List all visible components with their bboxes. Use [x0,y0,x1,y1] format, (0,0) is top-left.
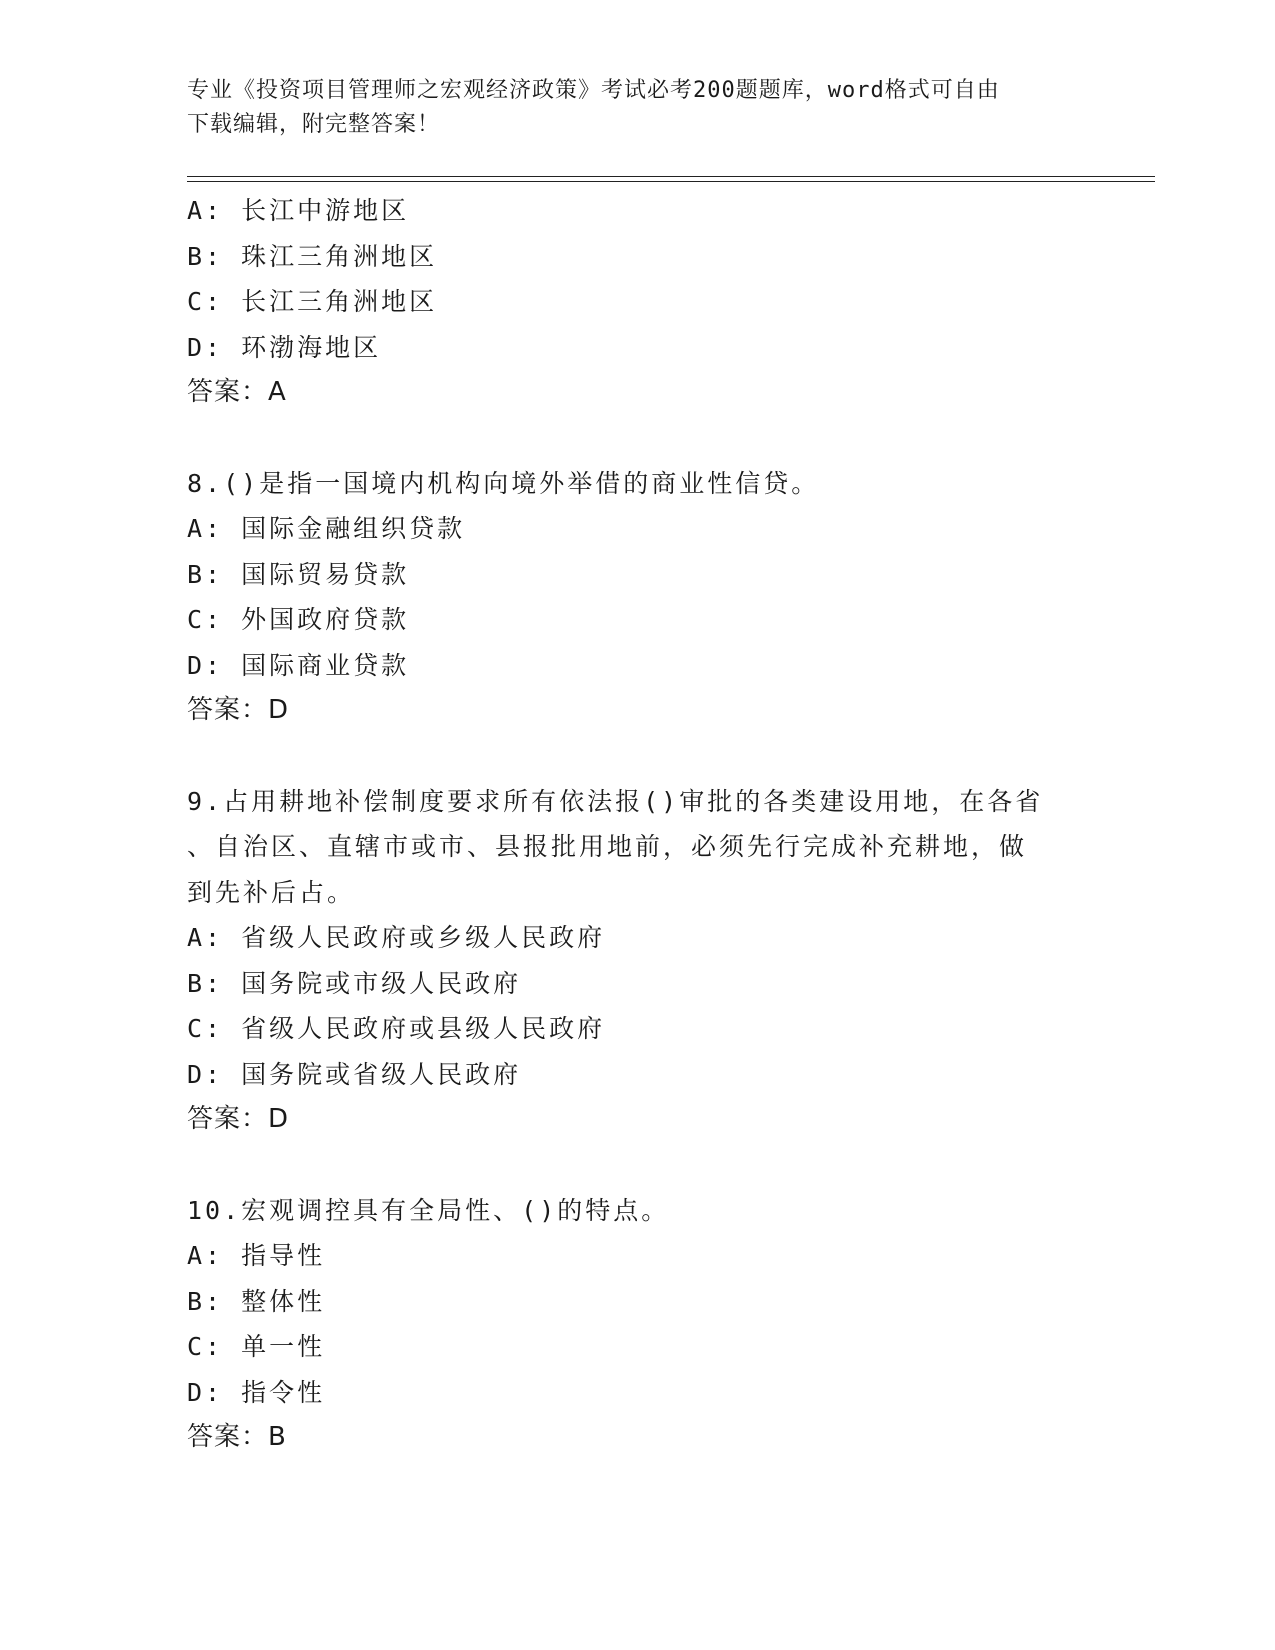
spacer [187,734,1067,779]
option-a: A: 国际金融组织贷款 [187,514,466,543]
option-b: B: 珠江三角洲地区 [187,241,438,271]
option-d: D: 指令性 [187,1377,326,1407]
question-10 [187,1188,1067,1461]
option-c: C: 外国政府贷款 [187,605,410,634]
header-line-1: 专业《投资项目管理师之宏观经济政策》考试必考200题题库，word格式可自由 [187,78,1000,103]
answer-line: 答案：A [187,377,287,407]
option-c: C: 长江三角洲地区 [187,287,438,316]
question-stem: 10.宏观调控具有全局性、()的特点。 [187,1195,670,1225]
question-8 [187,461,1067,734]
question-7 [187,188,1067,416]
option-d: D: 国际商业贷款 [187,650,410,680]
option-b: B: 整体性 [187,1286,326,1316]
spacer [187,1143,1067,1188]
option-b: B: 国际贸易贷款 [187,559,410,589]
option-a: A: 指导性 [187,1241,326,1270]
answer-line: 答案：D [187,695,290,725]
header-divider-bottom [187,181,1155,182]
option-b: B: 国务院或市级人民政府 [187,968,522,998]
header-line-2: 下载编辑，附完整答案！ [187,112,441,137]
document-header [187,74,1067,142]
spacer [187,416,1067,461]
question-stem-line-2: 、自治区、直辖市或市、县报批用地前，必须先行完成补充耕地，做 [187,832,1028,861]
header-divider-top [187,176,1155,177]
question-9 [187,779,1067,1143]
question-list [187,188,1067,1461]
option-a: A: 长江中游地区 [187,196,410,225]
option-d: D: 国务院或省级人民政府 [187,1059,522,1089]
option-c: C: 省级人民政府或县级人民政府 [187,1014,606,1043]
option-d: D: 环渤海地区 [187,332,382,362]
question-stem-line-1: 9.占用耕地补偿制度要求所有依法报()审批的各类建设用地，在各省 [187,786,1044,816]
question-stem: 8.()是指一国境内机构向境外举借的商业性信贷。 [187,468,820,498]
option-c: C: 单一性 [187,1332,326,1361]
answer-line: 答案：B [187,1422,287,1452]
question-stem-line-3: 到先补后占。 [187,877,356,907]
option-a: A: 省级人民政府或乡级人民政府 [187,923,606,952]
answer-line: 答案：D [187,1104,290,1134]
